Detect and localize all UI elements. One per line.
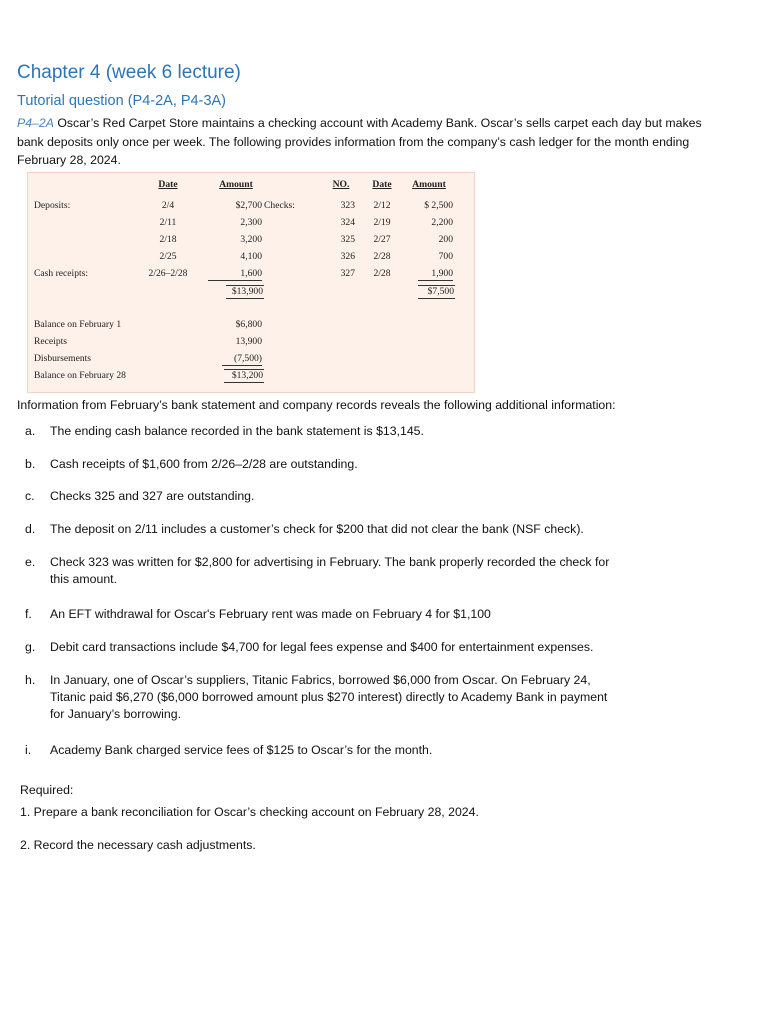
item-letter: h. xyxy=(25,673,36,687)
required-question-1: 1. Prepare a bank reconciliation for Oscar’s checking account on February 28, 2024. xyxy=(20,805,479,819)
item-text: Checks 325 and 327 are outstanding. xyxy=(50,489,255,503)
balance-amount: $6,800 xyxy=(235,319,262,330)
deposit-amount: 2,300 xyxy=(240,217,262,228)
deposit-date: 2/18 xyxy=(159,234,177,245)
item-letter: e. xyxy=(25,555,36,569)
item-letter: b. xyxy=(25,457,36,471)
ledger-header-amount: Amount xyxy=(219,179,253,190)
check-no: 326 xyxy=(340,251,355,262)
deposit-amount: 1,600 xyxy=(208,268,262,281)
item-text: The ending cash balance recorded in the bank statement is $13,145. xyxy=(50,424,424,438)
item-text: Check 323 was written for $2,800 for advertising in February. The bank properly recorded the check for this amount. xyxy=(50,555,610,586)
check-date: 2/12 xyxy=(373,200,391,211)
chapter-heading: Chapter 4 (week 6 lecture) xyxy=(17,62,241,83)
item-letter: i. xyxy=(25,743,32,757)
problem-text: Oscar’s Red Carpet Store maintains a checking account with Academy Bank. Oscar’s sells carpet each day but makes bank deposits only once per week. The following provides information from the company’s cash ledger for the month ending February 28, 2024. xyxy=(17,116,702,167)
required-label: Required: xyxy=(20,783,74,797)
check-date: 2/19 xyxy=(373,217,391,228)
item-text: An EFT withdrawal for Oscar's February rent was made on February 4 for $1,100 xyxy=(50,607,491,621)
deposit-amount: $2,700 xyxy=(235,200,262,211)
ledger-header-date: Date xyxy=(158,179,178,190)
item-letter: g. xyxy=(25,640,36,654)
item-letter: d. xyxy=(25,522,36,536)
check-date: 2/27 xyxy=(373,234,391,245)
check-no: 324 xyxy=(340,217,355,228)
cash-receipts-label: Cash receipts: xyxy=(34,268,89,279)
problem-ref: P4–2A xyxy=(17,116,54,130)
checks-total: $7,500 xyxy=(418,285,455,299)
ledger-header-no: NO. xyxy=(332,179,350,190)
ledger-header-date2: Date xyxy=(372,179,392,190)
item-text: Debit card transactions include $4,700 for legal fees expense and $400 for entertainment expenses. xyxy=(50,640,594,654)
check-date: 2/28 xyxy=(373,268,391,279)
check-amount: $ 2,500 xyxy=(424,200,453,211)
item-letter: f. xyxy=(25,607,32,621)
item-letter: a. xyxy=(25,424,36,438)
check-amount: 2,200 xyxy=(431,217,453,228)
tutorial-subheading: Tutorial question (P4-2A, P4-3A) xyxy=(17,93,227,109)
additional-info-intro: Information from February’s bank statement and company records reveals the following additional information: xyxy=(17,398,616,412)
check-date: 2/28 xyxy=(373,251,391,262)
deposit-date: 2/26–2/28 xyxy=(148,268,188,279)
balance-label: Receipts xyxy=(34,336,68,347)
deposits-label: Deposits: xyxy=(34,200,71,211)
deposit-amount: 4,100 xyxy=(240,251,262,262)
required-question-2: 2. Record the necessary cash adjustments. xyxy=(20,838,256,852)
check-amount: 1,900 xyxy=(418,268,453,281)
balance-label: Disbursements xyxy=(34,353,92,364)
check-amount: 700 xyxy=(438,251,453,262)
checks-label: Checks: xyxy=(264,200,295,211)
item-text: The deposit on 2/11 includes a customer’s check for $200 that did not clear the bank (NSF check). xyxy=(50,522,584,536)
item-text: In January, one of Oscar’s suppliers, Titanic Fabrics, borrowed $6,000 from Oscar. On February 24, Titanic paid $6,270 ($6,000 borrowed amount plus $270 interest) directly to Academy Bank in payment for January’s borrowing. xyxy=(50,673,608,721)
deposit-date: 2/25 xyxy=(159,251,177,262)
ledger-header-amount2: Amount xyxy=(412,179,446,190)
deposit-date: 2/11 xyxy=(159,217,177,228)
balance-amount: $13,200 xyxy=(224,369,264,383)
check-no: 323 xyxy=(340,200,355,211)
cash-ledger-table xyxy=(27,172,475,393)
check-no: 325 xyxy=(340,234,355,245)
balance-label: Balance on February 28 xyxy=(34,370,126,381)
item-text: Academy Bank charged service fees of $125 to Oscar’s for the month. xyxy=(50,743,433,757)
item-text: Cash receipts of $1,600 from 2/26–2/28 are outstanding. xyxy=(50,457,358,471)
item-letter: c. xyxy=(25,489,35,503)
balance-label: Balance on February 1 xyxy=(34,319,122,330)
deposits-total: $13,900 xyxy=(226,285,264,299)
deposit-amount: 3,200 xyxy=(240,234,262,245)
problem-intro xyxy=(17,114,707,170)
check-no: 327 xyxy=(340,268,355,279)
balance-amount: 13,900 xyxy=(235,336,262,347)
balance-amount: (7,500) xyxy=(222,353,262,366)
deposit-date: 2/4 xyxy=(161,200,175,211)
check-amount: 200 xyxy=(438,234,453,245)
